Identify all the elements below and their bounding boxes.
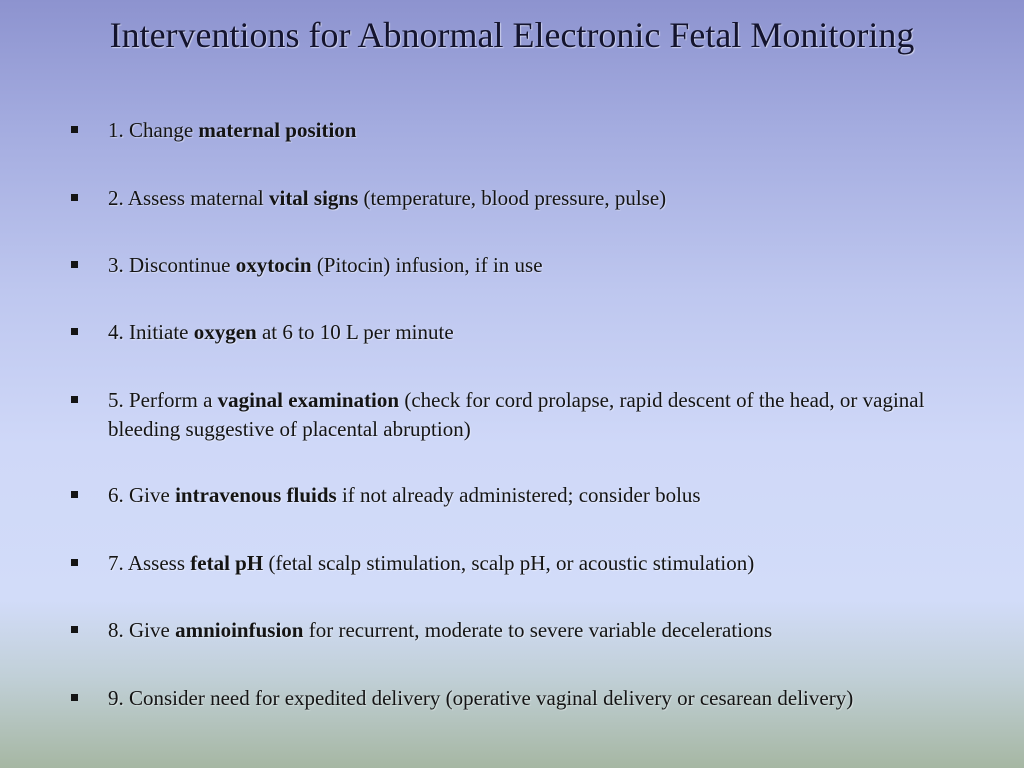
square-bullet-icon [71, 559, 78, 566]
bullet-item [108, 116, 938, 145]
square-bullet-icon [71, 194, 78, 201]
bullet-emphasis: fetal pH [190, 551, 264, 575]
square-bullet-icon [71, 491, 78, 498]
bullet-text: 6. Give [108, 483, 176, 507]
square-bullet-icon [71, 261, 78, 268]
bullet-text: (check for cord prolapse, rapid descent of the head, or vaginal bleeding suggestive of placental abruption) [108, 388, 925, 441]
bullet-emphasis: intravenous fluids [175, 483, 337, 507]
bullet-text: 1. Change [108, 118, 199, 142]
bullet-text: (fetal scalp stimulation, scalp pH, or acoustic stimulation) [263, 551, 755, 575]
bullet-emphasis: vaginal examination [217, 388, 400, 412]
bullet-emphasis: oxytocin [235, 253, 312, 277]
square-bullet-icon [71, 694, 78, 701]
bullet-text: 9. Consider need for expedited delivery (operative vaginal delivery or cesarean delivery) [108, 686, 854, 710]
bullet-item [108, 251, 938, 280]
bullet-text: for recurrent, moderate to severe variable decelerations [303, 618, 773, 642]
bullet-item [108, 549, 938, 578]
bullet-item [108, 184, 938, 213]
bullet-text: 8. Give [108, 618, 176, 642]
square-bullet-icon [71, 626, 78, 633]
bullet-item [108, 684, 938, 713]
bullet-text: if not already administered; consider bolus [336, 483, 701, 507]
bullet-text: 4. Initiate [108, 320, 194, 344]
bullet-emphasis: vital signs [268, 186, 359, 210]
bullet-text: 2. Assess maternal [108, 186, 269, 210]
bullet-text: 3. Discontinue [108, 253, 236, 277]
slide-title: Interventions for Abnormal Electronic Fetal Monitoring [109, 15, 915, 55]
square-bullet-icon [71, 126, 78, 133]
bullet-text: (temperature, blood pressure, pulse) [358, 186, 667, 210]
bullet-item [108, 616, 938, 645]
bullet-item [108, 481, 938, 510]
square-bullet-icon [71, 396, 78, 403]
bullet-text: at 6 to 10 L per minute [256, 320, 454, 344]
bullet-text: (Pitocin) infusion, if in use [311, 253, 543, 277]
bullet-emphasis: oxygen [193, 320, 257, 344]
bullet-text: 5. Perform a [108, 388, 218, 412]
bullet-text: 7. Assess [108, 551, 191, 575]
bullet-item [108, 386, 938, 444]
square-bullet-icon [71, 328, 78, 335]
bullet-emphasis: amnioinfusion [175, 618, 304, 642]
bullet-emphasis: maternal position [198, 118, 357, 142]
bullet-item [108, 318, 938, 347]
